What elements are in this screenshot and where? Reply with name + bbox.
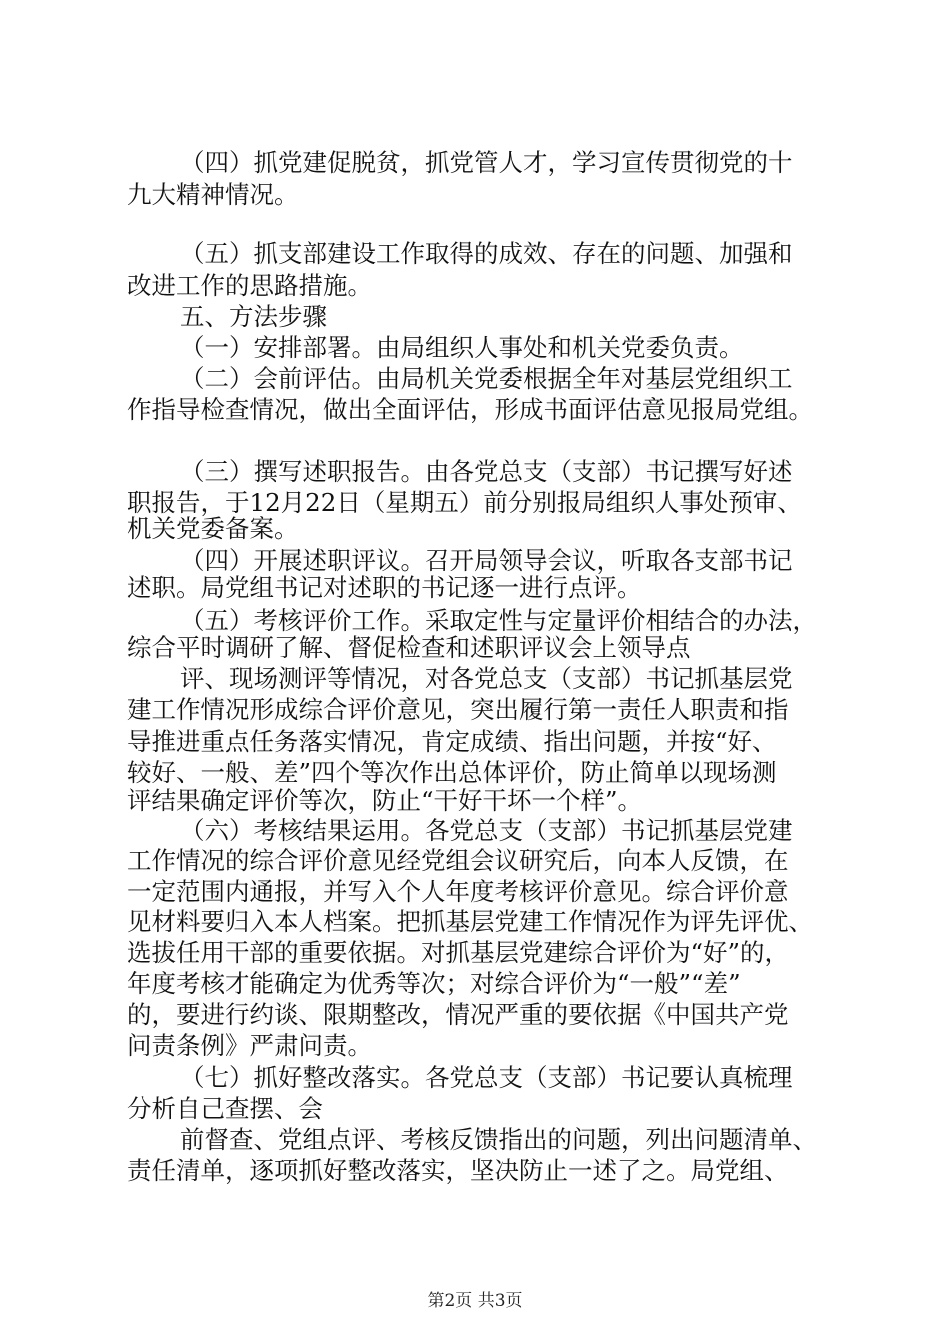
text-line: 改进工作的思路措施。 bbox=[127, 271, 372, 300]
text-line: 分析自己查摆、会 bbox=[127, 1094, 323, 1123]
text-line: 建工作情况形成综合评价意见，突出履行第一责任人职责和指 bbox=[127, 695, 789, 724]
text-line: （七）抓好整改落实。各党总支（支部）书记要认真梳理 bbox=[180, 1063, 793, 1092]
text-line: 较好、一般、差”四个等次作出总体评价，防止简单以现场测 bbox=[127, 758, 777, 787]
text-line: 职报告，于12月22日（星期五）前分别报局组织人事处预审、 bbox=[127, 488, 802, 517]
text-line: 见材料要归入本人档案。把抓基层党建工作情况作为评先评优、 bbox=[127, 907, 813, 936]
text-line: 前督查、党组点评、考核反馈指出的问题，列出问题清单、 bbox=[180, 1125, 817, 1154]
text-line: （五）抓支部建设工作取得的成效、存在的问题、加强和 bbox=[180, 239, 793, 268]
text-line: 工作情况的综合评价意见经党组会议研究后，向本人反馈，在 bbox=[127, 846, 789, 875]
text-line: 的，要进行约谈、限期整改，情况严重的要依据《中国共产党 bbox=[127, 1000, 789, 1029]
page-number: 第2页 共3页 bbox=[427, 1291, 523, 1311]
text-line: 综合平时调研了解、督促检查和述职评议会上领导点 bbox=[127, 633, 691, 662]
text-line: （二）会前评估。由局机关党委根据全年对基层党组织工 bbox=[180, 364, 793, 393]
section-heading: 五、方法步骤 bbox=[180, 302, 327, 331]
text-line: 作指导检查情况，做出全面评估，形成书面评估意见报局党组。 bbox=[127, 395, 813, 424]
text-line: 九大精神情况。 bbox=[127, 180, 299, 209]
text-line: 一定范围内通报，并写入个人年度考核评价意见。综合评价意 bbox=[127, 877, 789, 906]
text-line: （三）撰写述职报告。由各党总支（支部）书记撰写好述 bbox=[180, 457, 793, 486]
text-line: （六）考核结果运用。各党总支（支部）书记抓基层党建 bbox=[180, 816, 793, 845]
text-line: 年度考核才能确定为优秀等次；对综合评价为“一般”“差” bbox=[127, 969, 741, 998]
text-line: （四）开展述职评议。召开局领导会议，听取各支部书记 bbox=[180, 546, 793, 575]
text-line: 选拔任用干部的重要依据。对抓基层党建综合评价为“好”的， bbox=[127, 938, 790, 967]
text-line: 机关党委备案。 bbox=[127, 514, 299, 543]
text-line: 问责条例》严肃问责。 bbox=[127, 1031, 372, 1060]
text-line: （一）安排部署。由局组织人事处和机关党委负责。 bbox=[180, 333, 744, 362]
text-line: 责任清单，逐项抓好整改落实，坚决防止一述了之。局党组、 bbox=[127, 1156, 789, 1185]
text-line: （五）考核评价工作。采取定性与定量评价相结合的办法， bbox=[180, 606, 817, 635]
text-line: 导推进重点任务落实情况，肯定成绩、指出问题，并按“好、 bbox=[127, 727, 777, 756]
text-line: 述职。局党组书记对述职的书记逐一进行点评。 bbox=[127, 573, 642, 602]
text-line: 评结果确定评价等次，防止“干好干坏一个样”。 bbox=[127, 786, 643, 815]
text-line: （四）抓党建促脱贫，抓党管人才，学习宣传贯彻党的十 bbox=[180, 148, 793, 177]
text-line: 评、现场测评等情况，对各党总支（支部）书记抓基层党 bbox=[180, 664, 793, 693]
